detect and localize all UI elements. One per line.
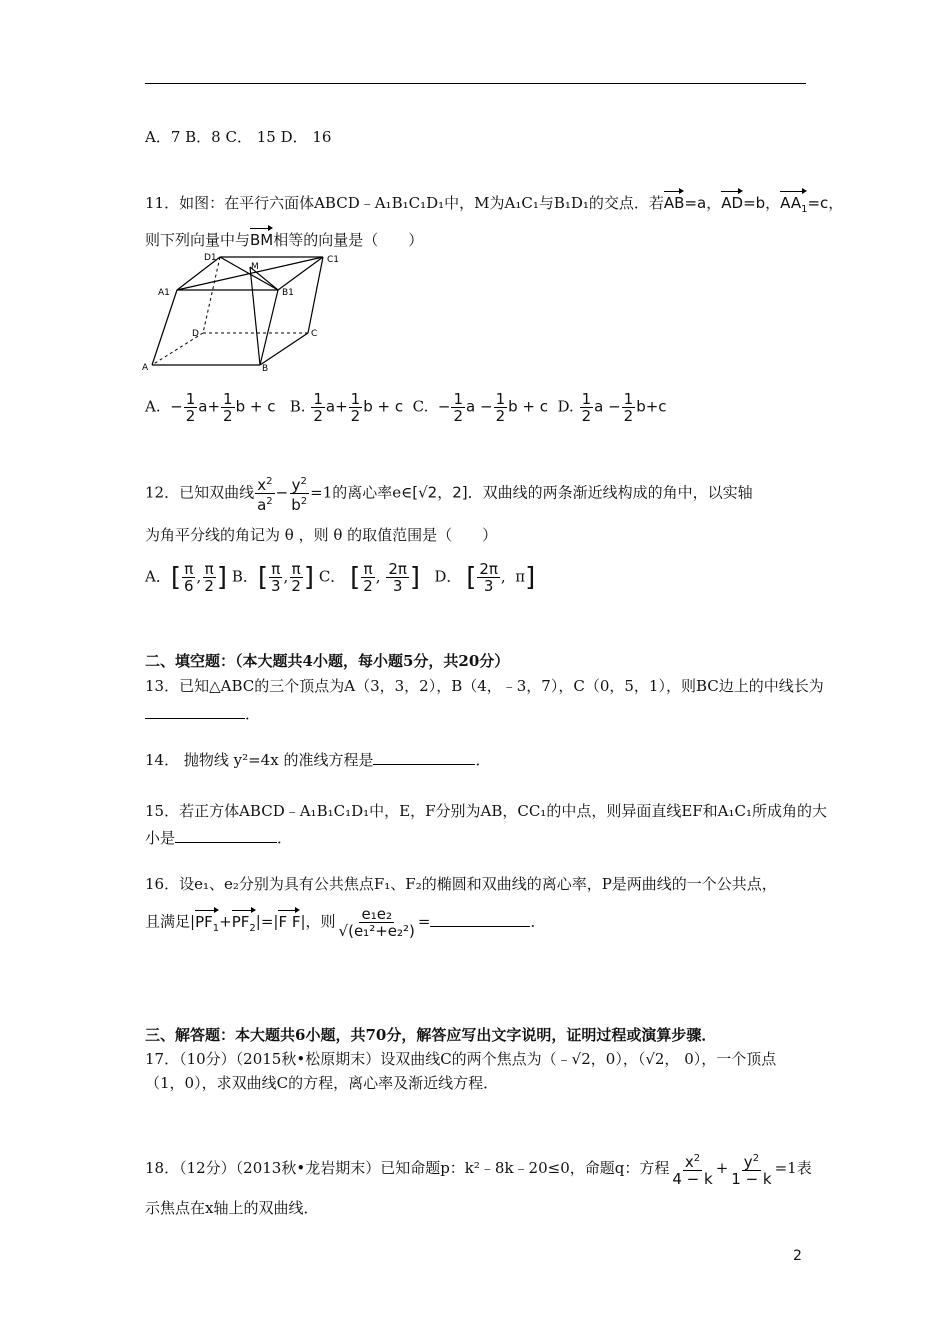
vector-pf1: $PF_1$ [195, 908, 219, 939]
page-number: 2 [793, 1248, 802, 1264]
label-a: A [142, 363, 149, 373]
label-c1: C1 [327, 255, 340, 265]
header-rule [145, 83, 806, 84]
q16-blank[interactable] [430, 912, 530, 927]
eq-b: =b， [743, 194, 781, 212]
q18-line1: 18．（12分）（2013秋•龙岩期末）已知命题p：k²﹣8k﹣20≤0，命题q：方程 $\frac{x^2}{4 - k}$ + $\frac{y^2}{1 - k}$ =1表 [145, 1153, 812, 1188]
parallelepiped-figure [140, 250, 350, 375]
q16-line1: 16．设e₁、e₂分别为具有公共焦点F₁、F₂的椭圆和双曲线的离心率，P是两曲线的一个公共点， [145, 875, 777, 893]
section3-heading: 三、解答题：本大题共6小题，共70分，解答应写出文字说明，证明过程或演算步骤． [145, 1026, 717, 1044]
label-a1: A1 [158, 288, 170, 298]
q15-line1: 15．若正方体ABCD﹣A₁B₁C₁D₁中，E，F分别为AB，CC₁的中点，则异面直线EF和A₁C₁所成角的大 [145, 802, 828, 820]
q12-line1: 12．已知双曲线 $\frac{x^2}{a^2}$ − $\frac{y^2}{b^2}$ =1的离心率e∈[√2，2]．双曲线的两条渐近线构成的角中，以实轴 [145, 476, 753, 514]
label-d1: D1 [204, 253, 217, 263]
vector-aa1: $AA_1$ [780, 189, 807, 220]
vector-bm: BM [250, 226, 273, 250]
q12-line2: 为角平分线的角记为 θ ，则 θ 的取值范围是（ ） [145, 526, 498, 544]
label-d: D [192, 329, 199, 339]
label-b1: B1 [282, 288, 294, 298]
vector-pf2: $PF_2$ [232, 908, 256, 939]
q11-text: 11．如图：在平行六面体ABCD﹣A₁B₁C₁D₁中，M为A₁C₁与B₁D₁的交点．若 [145, 194, 664, 212]
vector-ad: AD [721, 189, 743, 213]
label-b: B [262, 364, 269, 374]
q14-blank[interactable] [373, 750, 475, 765]
q13-blank[interactable] [145, 704, 245, 719]
q15-line2: 小是 ． [145, 829, 293, 847]
vector-ab: AB [664, 189, 685, 213]
q11-options: A. − $\frac{1}{2}$ a+ $\frac{1}{2}$ b + c B. $\frac{1}{2}$ a+ $\frac{1}{2}$ b + c C. − $\frac{1}{2}$ a − $\frac{1}{2}$ b + c D. $\frac{1}{2}$ a − $\frac{1}{2}$ b+c [145, 390, 667, 425]
section2-heading: 二、填空题：（本大题共4小题，每小题5分，共20分） [145, 652, 510, 670]
q15-blank[interactable] [175, 828, 277, 843]
q16-line2: 且满足$|PF_1+PF_2|=|F$ F|，则 $\frac{\text{e₁e₂}}{\text{√(e₁²+e₂²)}}$ = ． [145, 905, 546, 940]
q17-line2: （1，0），求双曲线C的方程，离心率及渐近线方程． [145, 1074, 499, 1092]
q10-options: A．7 B．8 C． 15 D． 16 [145, 128, 332, 146]
q13-line1: 13．已知△ABC的三个顶点为A（3，3，2），B（4，﹣3，7），C（0，5，1），则BC边上的中线长为 [145, 677, 824, 695]
eq-a: =a， [684, 194, 722, 212]
label-m: M [251, 262, 259, 272]
q14: 14． 抛物线 y²=4x 的准线方程是 ． [145, 751, 491, 769]
eccentricity-range: [√2，2] [412, 483, 468, 502]
label-c: C [311, 329, 318, 339]
q13-line2: ． [145, 704, 260, 724]
q12-options: A．[ $\frac{\pi}{6}$ , $\frac{\pi}{2}$ ] B．[ $\frac{\pi}{3}$ , $\frac{\pi}{2}$ ] C． [ $\frac{\pi}{2}$ , $\frac{2\pi}{3}$ ] D． [ $\frac{2\pi}{3}$ , π] [145, 560, 536, 595]
q11-line1 [145, 189, 843, 220]
q18-line2: 示焦点在x轴上的双曲线． [145, 1199, 319, 1217]
eccentricity-fraction: $\frac{\text{e₁e₂}}{\text{√(e₁²+e₂²)}}$ [338, 905, 415, 940]
q17-line1: 17．（10分）（2015秋•松原期末）设双曲线C的两个焦点为（﹣√2，0），（√2， 0），一个顶点 [145, 1050, 777, 1068]
eq-c: =c， [807, 194, 844, 212]
vector-f1f2: F F [278, 908, 300, 932]
q11-line2: 则下列向量中与BM相等的向量是（ ） [145, 226, 423, 250]
